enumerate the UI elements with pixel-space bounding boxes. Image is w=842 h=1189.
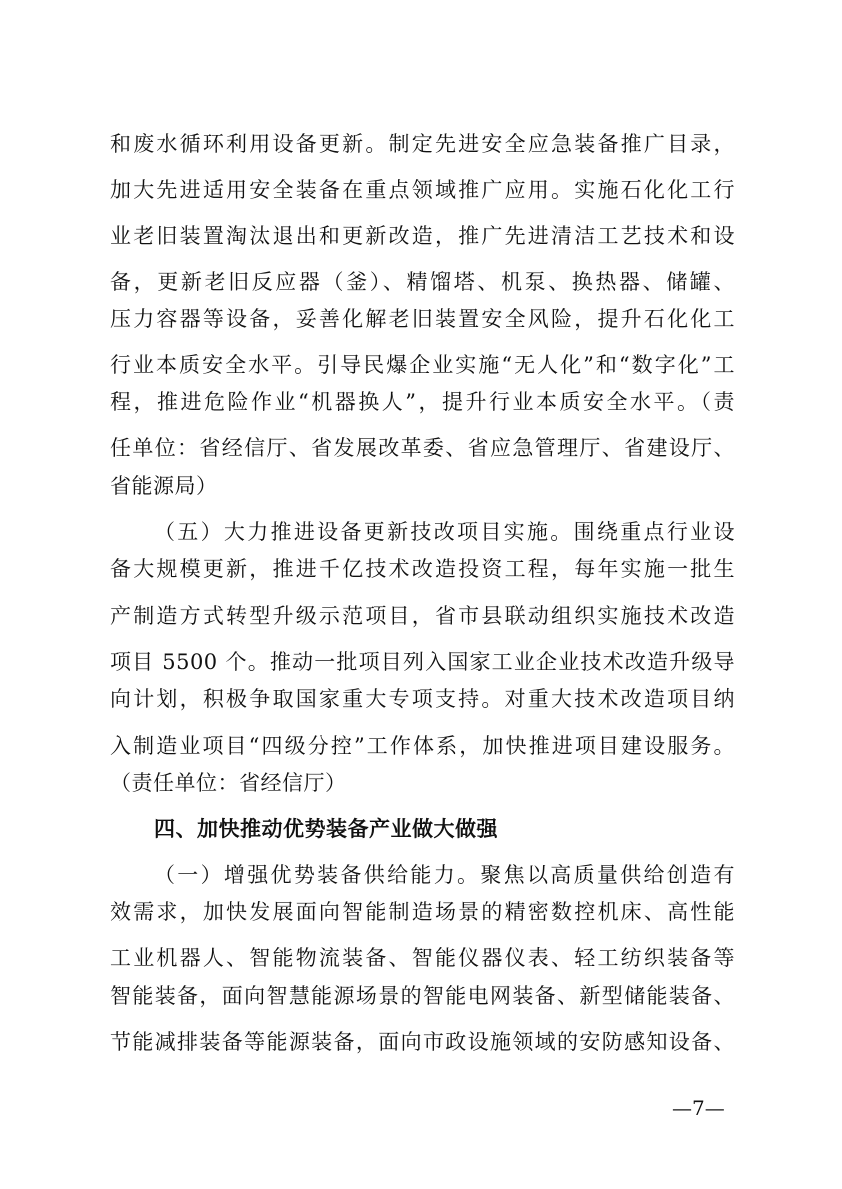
text-line: 工业机器人、智能物流装备、智能仪器仪表、轻工纺织装备等 [110, 946, 735, 970]
text-line: 压力容器等设备，妥善化解老旧装置安全风险，提升石化化工 [110, 307, 735, 331]
text-line: 智能装备，面向智慧能源场景的智能电网装备、新型储能装备、 [110, 984, 735, 1008]
text-line: 加大先进适用安全装备在重点领域推广应用。实施石化化工行 [110, 178, 735, 202]
text-line: （责任单位：省经信厅） [110, 771, 347, 795]
text-line: 和废水循环利用设备更新。制定先进安全应急装备推广目录， [110, 132, 735, 156]
text-line: 程，推进危险作业“机器换人”，提升行业本质安全水平。（责 [110, 390, 735, 414]
section-heading-1: （一）增强优势装备供给能力。聚焦以高质量供给创造有 [154, 863, 735, 887]
text-line: 效需求，加快发展面向智能制造场景的精密数控机床、高性能 [110, 900, 735, 924]
chapter-heading: 四、加快推动优势装备产业做大做强 [154, 817, 498, 841]
text-line: 入制造业项目“四级分控”工作体系，加快推进项目建设服务。 [110, 734, 735, 758]
text-line: 产制造方式转型升级示范项目，省市县联动组织实施技术改造 [110, 604, 735, 628]
text-line: 备大规模更新，推进千亿技术改造投资工程，每年实施一批生 [110, 557, 735, 581]
text-line: 项目 5500 个。推动一批项目列入国家工业企业技术改造升级导 [110, 650, 735, 674]
section-heading-5: （五）大力推进设备更新技改项目实施。围绕重点行业设 [154, 520, 735, 544]
text-line: 省能源局） [110, 474, 218, 498]
text-line: 任单位：省经信厅、省发展改革委、省应急管理厅、省建设厅、 [110, 436, 735, 460]
text-line: 节能减排装备等能源装备，面向市政设施领域的安防感知设备、 [110, 1030, 735, 1054]
text-line: 备，更新老旧反应器（釜）、精馏塔、机泵、换热器、储罐、 [110, 270, 735, 294]
text-line: 行业本质安全水平。引导民爆企业实施“无人化”和“数字化”工 [110, 353, 735, 377]
page-number: —7— [672, 1096, 725, 1120]
text-line: 业老旧装置淘汰退出和更新改造，推广先进清洁工艺技术和设 [110, 224, 735, 248]
text-line: 向计划，积极争取国家重大专项支持。对重大技术改造项目纳 [110, 687, 735, 711]
